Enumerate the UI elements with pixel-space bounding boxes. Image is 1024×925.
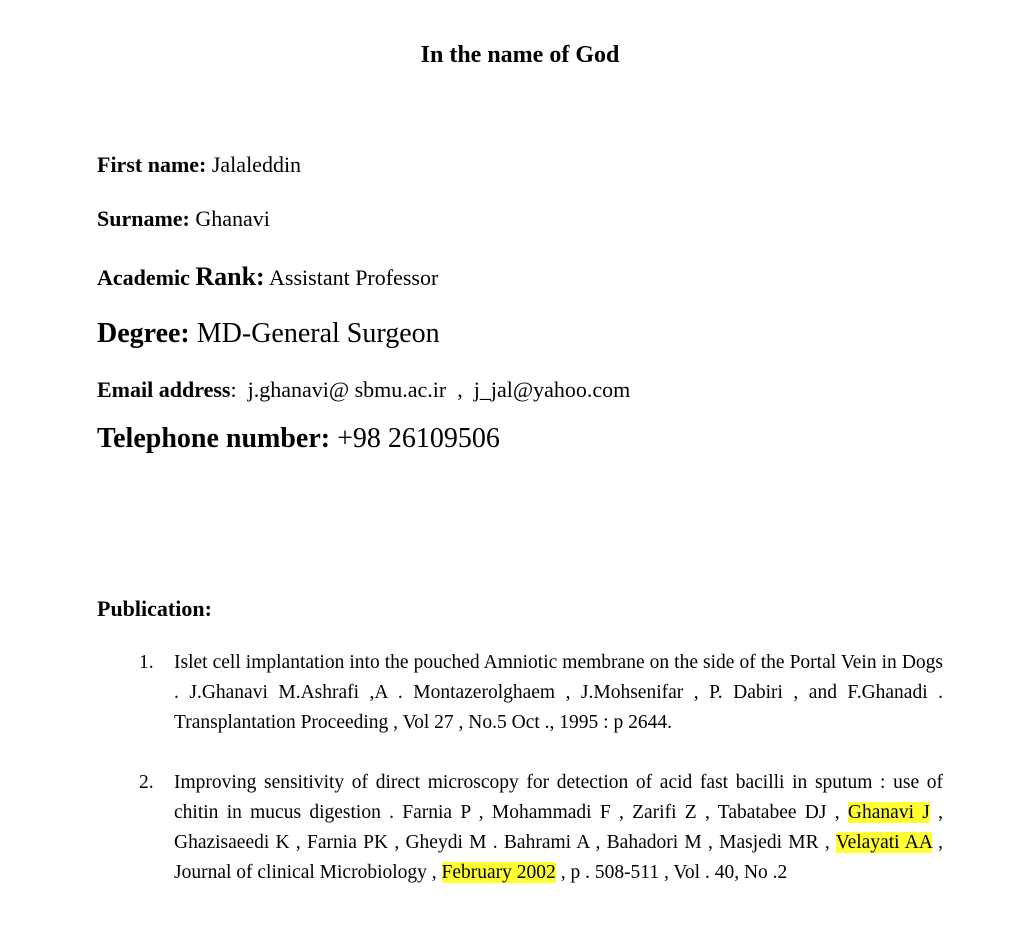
academic-rank-value: Assistant Professor (269, 265, 439, 290)
publication-text-part: , Ghazisaeedi K , Farnia PK , Gheydi M . Bahrami A , Bahadori M , Masjedi MR , (174, 802, 944, 853)
highlighted-author-velayati: Velayati AA (835, 832, 932, 853)
publication-text-part: Improving sensitivity of direct microscopy for detection of acid fast bacilli in sputum : use of chitin in mucus digestion . Farnia P , Mohammadi F , Zarifi Z , Tabatabee DJ , (174, 772, 943, 823)
highlighted-date: February 2002 (441, 862, 556, 883)
email-colon: : (230, 377, 237, 402)
highlighted-author-ghanavi: Ghanavi J (847, 802, 930, 823)
degree-row (97, 318, 440, 350)
surname-label: Surname: (97, 206, 190, 231)
page-title: In the name of God (420, 42, 620, 68)
publication-item (139, 648, 943, 738)
publication-number: 1. (139, 652, 154, 673)
publication-text: Islet cell implantation into the pouched Amniotic membrane on the side of the Portal Vein in Dogs . J.Ghanavi M.Ashrafi ,A . Montazerolghaem , J.Mohsenifar , P. Dabiri , and F.Ghanadi . Transplantation Proceeding , Vol 27 , No.5 Oct ., 1995 : p 2644. (174, 652, 943, 733)
email-row (97, 377, 630, 403)
first-name-row (97, 152, 301, 178)
degree-value: MD-General Surgeon (196, 318, 440, 349)
academic-rank-label-prefix: Academic (97, 265, 196, 290)
degree-label: Degree: (97, 318, 190, 349)
first-name-label: First name: (97, 152, 207, 177)
publication-item (139, 768, 943, 888)
first-name-value: Jalaleddin (211, 152, 302, 177)
telephone-row (97, 423, 500, 455)
surname-value: Ghanavi (195, 206, 270, 231)
publication-list (139, 648, 943, 918)
publication-text-part: , p . 508-511 , Vol . 40, No .2 (555, 862, 788, 883)
publication-number: 2. (139, 772, 154, 793)
email-label: Email address (97, 377, 231, 402)
academic-rank-label-suffix: Rank: (195, 262, 265, 291)
publication-text-part: , Journal of clinical Microbiology , (174, 832, 944, 883)
surname-row (97, 206, 270, 232)
academic-rank-row (97, 262, 438, 292)
telephone-value: +98 26109506 (337, 423, 500, 454)
email-value: j.ghanavi@ sbmu.ac.ir , j_jal@yahoo.com (247, 377, 631, 402)
telephone-label: Telephone number: (97, 423, 331, 454)
publication-heading: Publication: (97, 596, 212, 621)
